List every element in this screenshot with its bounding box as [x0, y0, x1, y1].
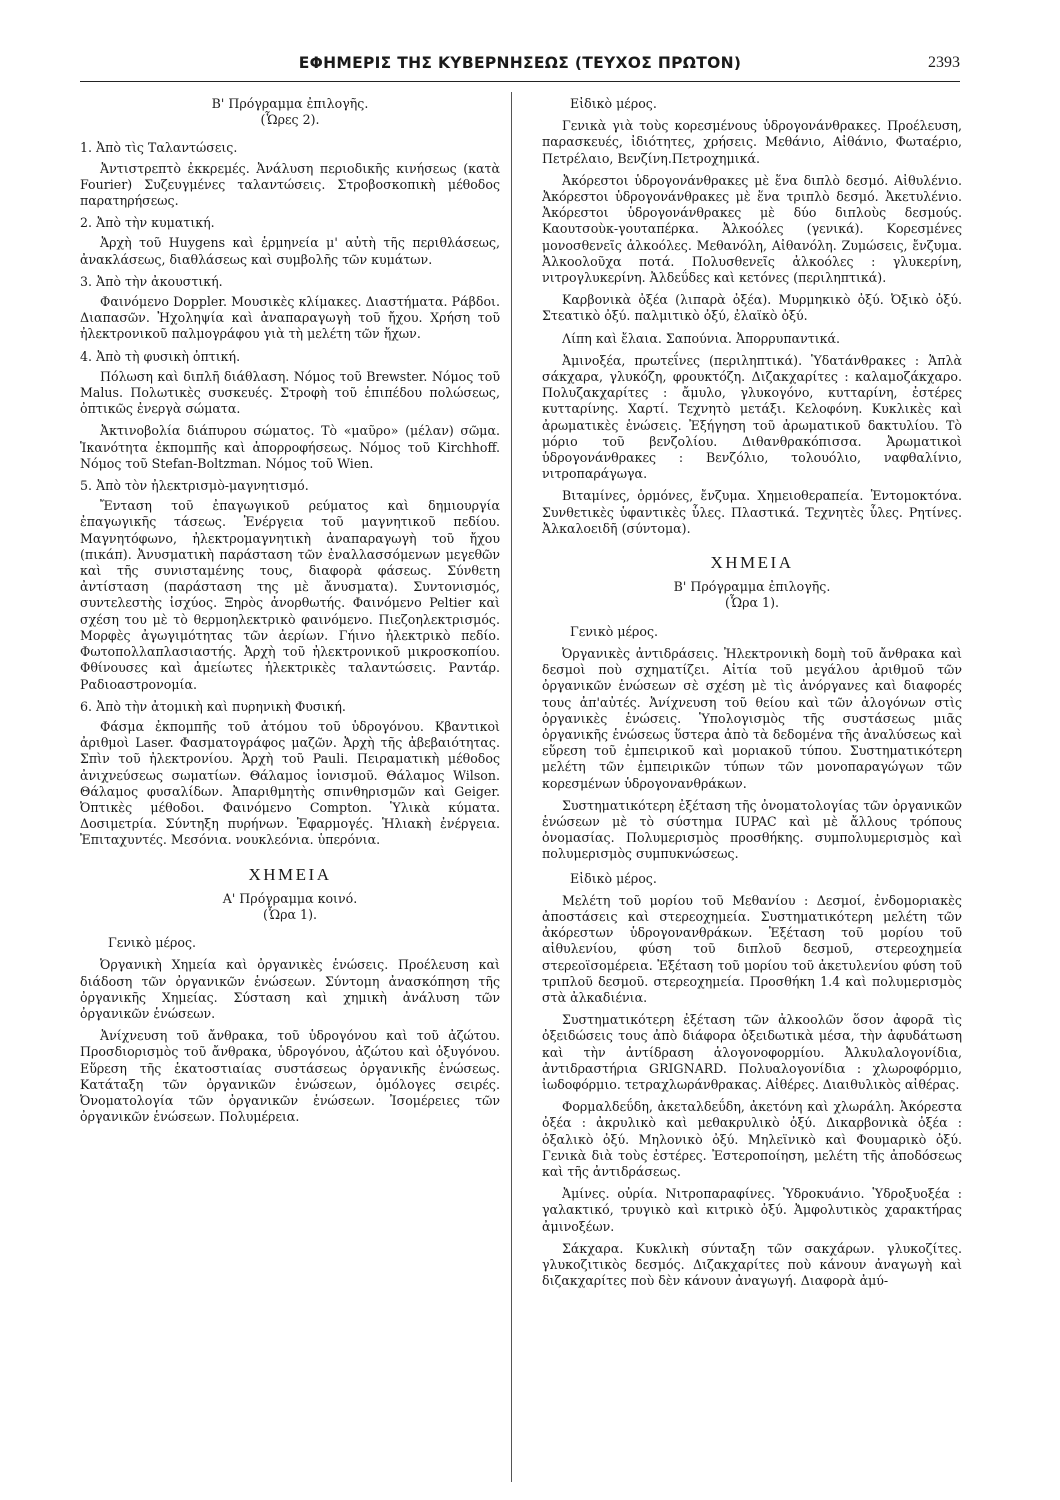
paragraph: Ἀμινοξέα, πρωτεΐνες (περιληπτικά). Ὑδατάνθρακες : Ἁπλὰ σάκχαρα, γλυκόζη, φρουκτόζη. Διζακχαρίτες : καλαμοζάκχαρο. Πολυζακχαρίτες : ἄμυλο, γλυκογόνο, κυτταρίνη, ἐστέρες κυτταρίνης. Χαρτί. Τεχνητὸ μετάξι. Κελοφόνη. Κυκλικὲς καὶ ἀρωματικὲς ἑνώσεις. Ἐξήγηση τοῦ ἀρωματικοῦ δακτυλίου. Τὸ μόριο τοῦ βενζολίου. Διθανθρακόπισσα. Ἀρωματικοὶ ὑδρογονάνθρακες : Βενζόλιο, τολουόλιο, ναφθαλίνιο, νιτροπαράγωγα. — [542, 352, 962, 482]
section-heading: 1. Ἀπὸ τὶς Ταλαντώσεις. — [80, 140, 238, 156]
page-header — [80, 54, 960, 80]
paragraph: Ἔνταση τοῦ ἐπαγωγικοῦ ρεύματος καὶ δημιουργία ἐπαγωγικῆς τάσεως. Ἐνέργεια τοῦ μαγνητικοῦ πεδίου. Μαγνητόφωνο, ἠλεκτρομαγνητικὴ ἀναπαραγωγὴ τοῦ ἤχου (πικάπ). Ἀνυσματικὴ παράσταση τῶν ἐναλλασσόμενων μεγεθῶν καὶ τῆς συνισταμένης τους, διαφορὰ φάσεως. Σύνθετη ἀντίσταση (παράσταση της μὲ ἄνυσματα). Συντονισμός, συντελεστὴς ἰσχύος. Ξηρὸς ἀνορθωτής. Φαινόμενο Peltier καὶ σχέση του μὲ τὸ θερμοηλεκτρικὸ φαινόμενο. Πιεζοηλεκτρισμός. Μορφὲς ἀγωγιμότητας τῶν ἀερίων. Γήινο ἠλεκτρικὸ πεδίο. Φωτοπολλαπλασιαστής. Ἀρχὴ τοῦ ἠλεκτρονικοῦ μικροσκοπίου. Φθίνουσες καὶ ἀμείωτες ἠλεκτρικὲς ταλαντώσεις. Ραντάρ. Ραδιοαστρονομία. — [80, 498, 500, 692]
special-part-heading: Εἰδικὸ μέρος. — [570, 96, 657, 111]
section-heading: 2. Ἀπὸ τὴν κυματική. — [80, 215, 215, 231]
paragraph: Φαινόμενο Doppler. Μουσικὲς κλίμακες. Διαστήματα. Ράβδοι. Διαπασῶν. Ἠχοληψία καὶ ἀναπαραγωγὴ τοῦ ἤχου. Χρήση τοῦ ἠλεκτρονικοῦ παλμογράφου γιὰ τὴ μελέτη τῶν ἤχων. — [80, 294, 500, 342]
chemistry-hours: (Ὧρα 1). — [263, 906, 317, 922]
page-number: 2393 — [928, 54, 960, 71]
section-heading: 4. Ἀπὸ τὴ φυσικὴ ὀπτική. — [80, 348, 241, 364]
paragraph: Ἀκτινοβολία διάπυρου σώματος. Τὸ «μαῦρο» (μέλαν) σῶμα. Ἱκανότητα ἐκπομπῆς καὶ ἀπορροφήσεως. Νόμος τοῦ Kirchhoff. Νόμος τοῦ Stefan-Boltzman. Νόμος τοῦ Wien. — [80, 423, 500, 471]
paragraph: Συστηματικότερη ἐξέταση τῆς ὀνοματολογίας τῶν ὀργανικῶν ἑνώσεων μὲ τὸ σύστημα IUPAC καὶ μὲ ἄλλους τρόπους ὀνομασίας. Πολυμερισμὸς προσθήκης. συμπολυμερισμὸς καὶ πολυμερισμὸς συμπυκνώσεως. — [542, 797, 962, 862]
paragraph: Φάσμα ἐκπομπῆς τοῦ ἀτόμου τοῦ ὑδρογόνου. Κβαντικοὶ ἀριθμοὶ Laser. Φασματογράφος μαζῶν. Ἀρχὴ τῆς ἀβεβαιότητας. Σπὶν τοῦ ἠλεκτρονίου. Ἀρχὴ τοῦ Pauli. Πειραματικὴ μέθοδος ἀνιχνεύσεως σωματίων. Θάλαμος ἰονισμοῦ. Θάλαμος Wilson. Θάλαμος φυσαλίδων. Ἀπαριθμητὴς σπινθηρισμῶν καὶ Geiger. Ὀπτικὲς μέθοδοι. Φαινόμενο Compton. Ὑλικὰ κύματα. Δοσιμετρία. Σύντηξη πυρήνων. Ἐφαρμογές. Ἡλιακὴ ἐνέργεια. Ἐπιταχυντές. Μεσόνια. νουκλεόνια. ὑπερόνια. — [80, 718, 500, 848]
paragraph: Φορμαλδεΰδη, ἀκεταλδεΰδη, ἀκετόνη καὶ χλωράλη. Ἀκόρεστα ὀξέα : ἀκρυλικὸ καὶ μεθακρυλικὸ ὀξύ. Δικαρβονικὰ ὀξέα : ὀξαλικὸ ὀξύ. Μηλονικὸ ὀξύ. Μηλεϊνικὸ καὶ Φουμαρικὸ ὀξύ. Γενικὰ διὰ τοὺς ἐστέρες. Ἐστεροποίηση, μελέτη τῆς ἀποδόσεως καὶ τῆς ἀντιδράσεως. — [542, 1099, 962, 1179]
section-heading: 6. Ἀπὸ τὴν ἀτομικὴ καὶ πυρηνικὴ Φυσική. — [80, 698, 346, 714]
paragraph: Ἀνίχνευση τοῦ ἄνθρακα, τοῦ ὑδρογόνου καὶ τοῦ ἀζώτου. Προσδιορισμὸς τοῦ ἄνθρακα, ὑδρογόνου, ἀζώτου καὶ ὀξυγόνου. Εὕρεση τῆς ἑκατοστιαίας συστάσεως ὀργανικῆς ἑνώσεως. Κατάταξη τῶν ὀργανικῶν ἑνώσεων, ὁμόλογες σειρές. Ὀνοματολογία τῶν ὀργανικῶν ἑνώσεων. Ἰσομέρειες τῶν ὀργανικῶν ἑνώσεων. Πολυμέρεια. — [80, 1028, 500, 1125]
chemistry-title: ΧΗΜΕΙΑ — [710, 553, 794, 573]
header-rule — [80, 81, 960, 82]
paragraph: Ἀμίνες. οὐρία. Νιτροπαραφίνες. Ὑδροκυάνιο. Ὑδροξυοξέα : γαλακτικό, τρυγικὸ καὶ κιτρικὸ ὀξύ. Ἀμφολυτικὸς χαρακτήρας ἀμινοξέων. — [542, 1186, 962, 1234]
paragraph: Γενικὰ γιὰ τοὺς κορεσμένους ὑδρογονάνθρακες. Προέλευση, παρασκευές, ἰδιότητες, χρήσεις. Μεθάνιο, Αἰθάνιο, Φωταέριο, Πετρέλαιο, Βενζίνη.Πετροχημικά. — [542, 118, 962, 166]
section-heading: 3. Ἀπὸ τὴν ἀκουστική. — [80, 273, 223, 289]
paragraph: Καρβονικὰ ὀξέα (λιπαρὰ ὀξέα). Μυρμηκικὸ ὀξύ. Ὀξικὸ ὀξύ. Στεατικὸ ὀξύ. παλμιτικὸ ὀξύ, ἐλαϊκὸ ὀξύ. — [542, 292, 962, 324]
paragraph: Μελέτη τοῦ μορίου τοῦ Μεθανίου : Δεσμοί, ἐνδομοριακὲς ἀποστάσεις καὶ στερεοχημεία. Συστηματικότερη μελέτη τῶν ἀκόρεστων ὑδρογονανθράκων. Ἐξέταση τοῦ μορίου τοῦ αἰθυλενίου, φύση τοῦ διπλοῦ δεσμοῦ, στερεοχημεία στερεοϊσομέρεια. Ἐξέταση τοῦ μορίου τοῦ ἀκετυλενίου φύση τοῦ τριπλοῦ δεσμοῦ. στερεοχημεία. Προσθήκη 1.4 καὶ πολυμερισμὸς στὰ ἀλκαδιένια. — [542, 892, 962, 1005]
paragraph: Ἀντιστρεπτὸ ἐκκρεμές. Ἀνάλυση περιοδικῆς κινήσεως (κατὰ Fourier) Συζευγμένες ταλαντώσεις. Στροβοσκοπικὴ μέθοδος παρατηρήσεως. — [80, 160, 500, 209]
paragraph: Πόλωση καὶ διπλῆ διάθλαση. Νόμος τοῦ Brewster. Νόμος τοῦ Malus. Πολωτικὲς συσκευές. Στροφὴ τοῦ ἐπιπέδου πολώσεως, ὀπτικῶς ἐνεργὰ σώματα. — [80, 368, 500, 417]
paragraph: Βιταμίνες, ὁρμόνες, ἔνζυμα. Χημειοθεραπεία. Ἐντομοκτόνα. Συνθετικὲς ὑφαντικὲς ὗλες. Πλαστικά. Τεχνητὲς ὗλες. Ρητίνες. Ἀλκαλοειδῆ (σύντομα). — [542, 488, 962, 536]
paragraph: Σάκχαρα. Κυκλικὴ σύνταξη τῶν σακχάρων. γλυκοζίτες. γλυκοζιτικὸς δεσμός. Διζακχαρίτες ποὺ κάνουν ἀναγωγὴ καὶ διζακχαρίτες ποὺ δὲν κάνουν ἀναγωγή. Διαφορὰ ἀμύ- — [542, 1240, 962, 1289]
chemistry-program: Β' Πρόγραμμα ἐπιλογῆς. — [673, 579, 831, 595]
column-divider — [511, 92, 512, 1482]
paragraph: Λίπη καὶ ἔλαια. Σαπούνια. Ἀπορρυπαντικά. — [562, 330, 841, 346]
general-part-heading: Γενικὸ μέρος. — [570, 623, 659, 639]
paragraph: Ἀκόρεστοι ὑδρογονάνθρακες μὲ ἕνα διπλὸ δεσμό. Αἰθυλένιο. Ἀκόρεστοι ὑδρογονάνθρακες μὲ ἕνα τριπλὸ δεσμό. Ἀκετυλένιο. Ἀκόρεστοι ὑδρογονάνθρακες μὲ δύο διπλοὺς δεσμούς. Καουτσοὺκ-γουταπέρκα. Ἀλκοόλες (γενικά). Κορεσμένες μονοσθενεῖς ἀλκοόλες. Μεθανόλη, Αἰθανόλη. Ζυμώσεις, ἔνζυμα. Ἀλκοολοῦχα ποτά. Πολυσθενεῖς ἀλκοόλες : γλυκερίνη, νιτρογλυκερίνη. Ἀλδεΰδες καὶ κετόνες (περιληπτικά). — [542, 172, 962, 286]
paragraph: Συστηματικότερη ἐξέταση τῶν ἀλκοολῶν ὅσον ἀφορᾶ τὶς ὀξειδώσεις τους ἀπὸ διάφορα ὀξειδωτικὰ μέσα, τὴν ἀφυδάτωση καὶ τὴν ἀντίδραση ἀλογονοφορμίου. Ἀλκυλαλογονίδια, ἀντιδραστήρια GRIGNARD. Πολυαλογονίδια : χλωροφόρμιο, ἰωδοφόρμιο. τετραχλωράνθρακας. Αἰθέρες. Διαιθυλικὸς αἰθέρας. — [542, 1012, 962, 1092]
paragraph: Ὀργανικὴ Χημεία καὶ ὀργανικὲς ἑνώσεις. Προέλευση καὶ διάδοση τῶν ὀργανικῶν ἑνώσεων. Σύντομη ἀνασκόπηση τῆς ὀργανικῆς Χημείας. Σύσταση καὶ χημικὴ ἀνάλυση τῶν ὀργανικῶν ἑνώσεων. — [80, 957, 500, 1021]
general-part-heading: Γενικὸ μέρος. — [108, 935, 197, 951]
section-heading: 5. Ἀπὸ τὸν ἠλεκτρισμὸ-μαγνητισμό. — [80, 478, 309, 494]
program-title: Β' Πρόγραμμα ἐπιλογῆς. — [211, 96, 369, 111]
chemistry-title: ΧΗΜΕΙΑ — [248, 864, 332, 884]
special-part-heading: Εἰδικὸ μέρος. — [570, 870, 657, 886]
program-hours: (Ὧρες 2). — [260, 112, 320, 128]
paragraph: Ἀρχὴ τοῦ Huygens καὶ ἑρμηνεία μ' αὐτὴ τῆς περιθλάσεως, ἀνακλάσεως, διαθλάσεως καὶ συμβολῆς τῶν κυμάτων. — [80, 235, 500, 267]
chemistry-hours: (Ὧρα 1). — [725, 595, 779, 611]
right-column — [542, 96, 962, 1295]
left-column — [80, 96, 500, 1131]
gazette-title: ΕΦΗΜΕΡΙΣ ΤΗΣ ΚΥΒΕΡΝΗΣΕΩΣ (ΤΕΥΧΟΣ ΠΡΩΤΟΝ) — [298, 54, 742, 72]
chemistry-program: Α' Πρόγραμμα κοινό. — [222, 890, 358, 906]
paragraph: Ὀργανικὲς ἀντιδράσεις. Ἠλεκτρονικὴ δομὴ τοῦ ἄνθρακα καὶ δεσμοὶ ποὺ σχηματίζει. Αἰτία τοῦ μεγάλου ἀριθμοῦ τῶν ὀργανικῶν ἑνώσεων σὲ σχέση μὲ τὶς ἀνόργανες καὶ διαφορές τους ἀπ'αὐτές. Ἀνίχνευση τοῦ θείου καὶ τῶν ἀλογόνων στὶς ὀργανικὲς ἑνώσεις. Ὑπολογισμὸς τῆς συστάσεως μιᾶς ὀργανικῆς ἑνώσεως ὕστερα ἀπὸ τὰ δεδομένα τῆς ἀναλύσεως καὶ εὕρεση τοῦ ἐμπειρικοῦ καὶ μοριακοῦ τύπου. Συστηματικότερη μελέτη τῶν ἐμπειρικῶν τύπων τῶν μονοπαραγώγων τῶν κορεσμένων ὑδρογονανθράκων. — [542, 645, 962, 791]
